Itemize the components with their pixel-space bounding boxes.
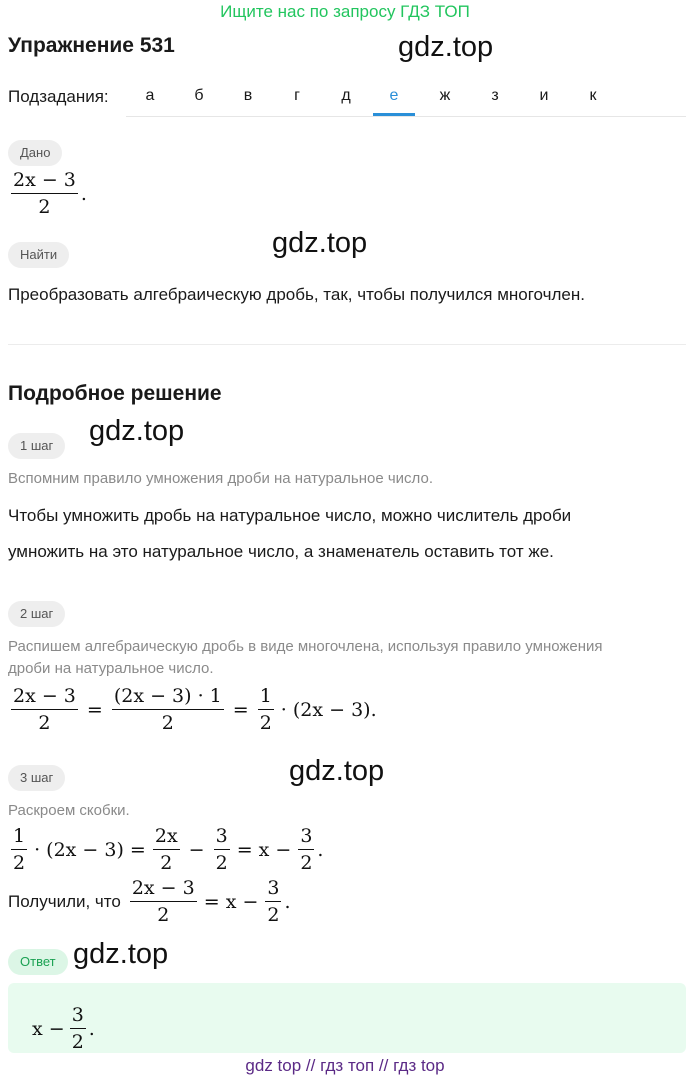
step1-text-line2: умножить на это натуральное число, а знаменатель оставить тот же.	[8, 542, 554, 561]
given-badge: Дано	[8, 140, 62, 166]
step3-hint: Раскроем скобки.	[8, 802, 130, 819]
step2-badge: 2 шаг	[8, 601, 65, 627]
watermark: gdz.top	[272, 227, 368, 259]
step1-hint: Вспомним правило умножения дроби на натуральное число.	[8, 470, 433, 487]
watermark: gdz.top	[89, 415, 185, 447]
tab-a[interactable]: а	[145, 87, 155, 104]
step3-badge: 3 шаг	[8, 765, 65, 791]
tab-v[interactable]: в	[243, 87, 253, 104]
step2-equation: $\frac{2x - 3}{2}$ = $\frac{(2x - 3) \cdot 1}{2}$ = $\frac{1}{2}$ · (2x − 3).	[13, 685, 377, 734]
page-title: Упражнение 531	[8, 34, 175, 57]
find-badge: Найти	[8, 242, 69, 268]
step2-hint-line1: Распишем алгебраическую дробь в виде многочлена, используя правило умножения	[8, 638, 603, 655]
tab-d[interactable]: д	[341, 87, 351, 104]
subtask-tabs	[126, 78, 686, 117]
subtasks-label: Подзадания:	[8, 87, 109, 106]
tab-b[interactable]: б	[194, 87, 204, 104]
answer-box	[8, 983, 686, 1053]
tab-z[interactable]: з	[491, 87, 499, 104]
tab-e[interactable]: е	[373, 78, 415, 116]
step1-text-line1: Чтобы умножить дробь на натуральное число, можно числитель дроби	[8, 506, 572, 525]
step1-badge: 1 шаг	[8, 433, 65, 459]
answer-badge: Ответ	[8, 949, 68, 975]
watermark: gdz.top	[398, 31, 494, 63]
tab-k[interactable]: к	[589, 87, 597, 104]
step3-equation: $\frac{1}{2}$ · (2x − 3) = $\frac{2x}{2}$ − $\frac{3}{2}$ = x − $\frac{3}{2}$ .	[13, 825, 324, 874]
given-expression: $\frac{2x - 3}{2}$ .	[13, 169, 87, 218]
search-banner: Ищите нас по запросу ГДЗ ТОП	[220, 2, 470, 21]
footer-links[interactable]: gdz top // гдз топ // гдз top	[245, 1056, 445, 1075]
solution-heading: Подробное решение	[8, 382, 222, 405]
watermark: gdz.top	[289, 755, 385, 787]
tab-g[interactable]: г	[294, 87, 300, 104]
answer-expression: x − $\frac{3}{2}$ .	[32, 1004, 95, 1053]
step3-result: Получили, что $\frac{2x - 3}{2}$ = x − $\frac{3}{2}$ .	[8, 877, 291, 926]
find-text: Преобразовать алгебраическую дробь, так, чтобы получился многочлен.	[8, 285, 585, 304]
tab-i[interactable]: и	[539, 87, 549, 104]
step2-hint-line2: дроби на натуральное число.	[8, 660, 214, 677]
tab-zh[interactable]: ж	[439, 87, 451, 104]
divider	[8, 344, 686, 345]
watermark: gdz.top	[73, 938, 169, 970]
